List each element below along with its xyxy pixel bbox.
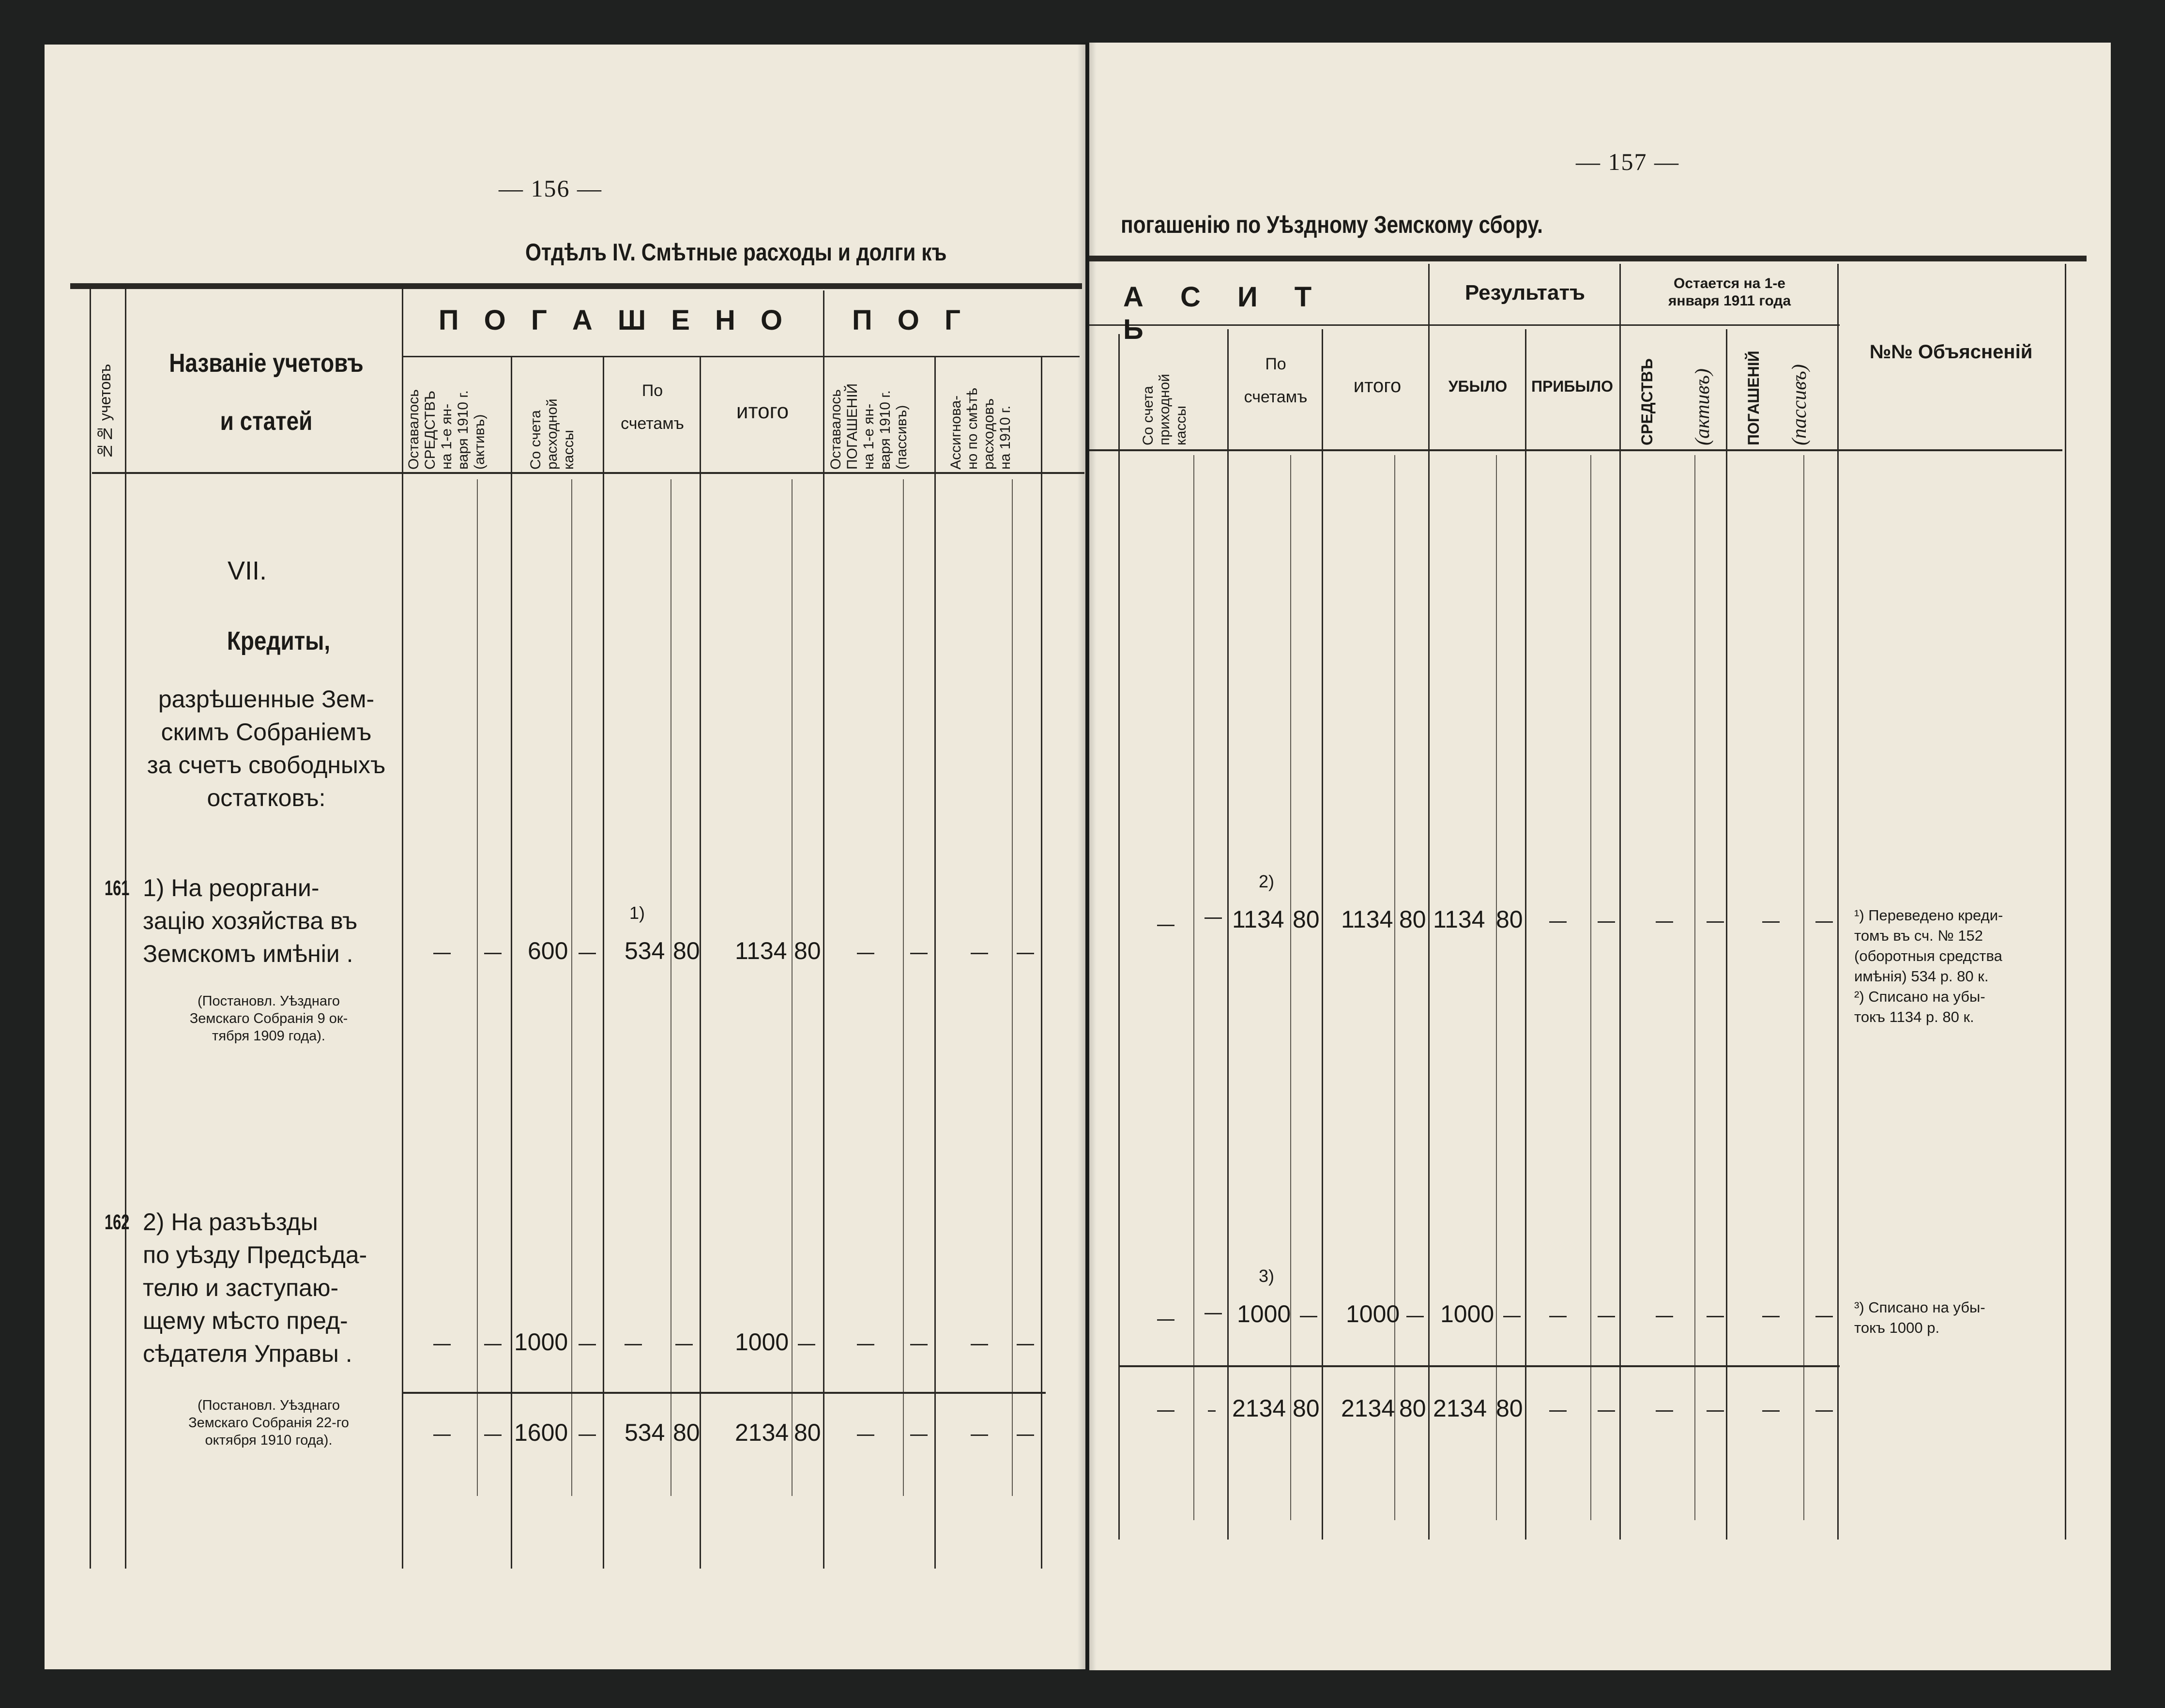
right-header-bottom-rule: [1089, 449, 2062, 451]
total-dash: [579, 1434, 596, 1436]
col-header-ubylo: УБЫЛО: [1448, 378, 1508, 395]
row-162-dash: [971, 1344, 988, 1345]
left-table-top-rule: [70, 283, 1082, 289]
group-header-pogasheno: П О Г А Ш Е Н О: [438, 305, 792, 336]
r2-dash: [1157, 1319, 1174, 1321]
col-header-ostavalos-pogasheniy: Оставалось ПОГАШЕНІЙ на 1-е ян- варя 1910 г. (пассивъ): [828, 383, 910, 470]
right-vline-6: [1394, 455, 1395, 1520]
footnote-mark-2: 2): [1259, 871, 1275, 891]
col-header-po-schetam-right: По счетамъ: [1244, 355, 1308, 406]
page-number-right: — 157 —: [1576, 148, 1679, 175]
explanation-1-2: ¹) Переведено креди- томъ въ сч. № 152 (оборотныя средства имѣнія) 534 р. 80 к. ²) Списано на убы- токъ 1134 р. 80 к.: [1854, 907, 2003, 1025]
r2-dash: [1204, 1313, 1222, 1314]
col-header-passiv: (пассивъ): [1788, 364, 1811, 445]
total-dash: [910, 1434, 928, 1436]
rt-dash: [1549, 1410, 1567, 1412]
r2-dash: [1656, 1316, 1673, 1317]
r2-dash: [1762, 1316, 1780, 1317]
r1-itogo-rub: 1134: [1341, 906, 1393, 933]
left-group-divider: [402, 356, 1080, 357]
row-161-dash: [971, 953, 988, 954]
col-header-so-scheta-prikh: Со счета приходной кассы: [1140, 374, 1189, 445]
row-162-dash: [579, 1344, 596, 1345]
right-vline-16: [2065, 264, 2066, 1540]
total-itogo-kop: 80: [794, 1419, 821, 1446]
total-po-schetam-rub: 534: [625, 1419, 665, 1446]
col-header-ostavalos-sredstv: Оставалось СРЕДСТВЪ на 1-е ян- варя 1910 г. (активъ): [406, 389, 488, 470]
row-162-so-scheta: 1000: [514, 1328, 568, 1356]
rt-dash: [1762, 1410, 1780, 1412]
rt-dash: [1656, 1410, 1673, 1412]
r2-dash: [1598, 1316, 1615, 1317]
r1-po-schetam-kop: 80: [1293, 906, 1320, 933]
row-162-dash: [857, 1344, 874, 1345]
r2-dash: [1815, 1316, 1833, 1317]
row-162-resolution: (Постановл. Уѣзднаго Земскаго Собранія 22-го октября 1910 года).: [188, 1398, 349, 1448]
r2-po-schetam-rub: 1000: [1237, 1300, 1291, 1327]
right-vline-11: [1619, 264, 1621, 1540]
row-161-name: 1) На реоргани- зацію хозяйства въ Земскомъ имѣніи .: [143, 874, 358, 967]
rt-dash: [1208, 1410, 1216, 1412]
r2-dash: [1503, 1316, 1521, 1317]
col-header-account: №№ учетовъ: [96, 364, 114, 460]
r2-itogo-rub: 1000: [1346, 1300, 1400, 1327]
group-header-ostaetsya: Остается на 1-е января 1911 года: [1668, 275, 1791, 309]
row-162-dash: [1017, 1344, 1034, 1345]
page-title-right: погашенію по Уѣздному Земскому сбору.: [1121, 211, 1543, 238]
r1-dash: [1815, 921, 1833, 923]
group-header-pog: П О Г: [852, 305, 969, 336]
left-vline-12: [903, 479, 904, 1496]
total-itogo-rub: 2134: [735, 1419, 789, 1446]
r1-dash: [1762, 921, 1780, 923]
col-header-itogo: итого: [736, 399, 789, 423]
r1-dash: [1157, 925, 1174, 926]
right-total-rule: [1118, 1365, 1840, 1367]
right-vline-3: [1227, 329, 1229, 1540]
row-161-itogo-rub: 1134: [735, 937, 787, 964]
row-162-name: 2) На разъѣзды по уѣзду Предсѣда- телю и заступаю- щему мѣсто пред- сѣдателя Управы .: [143, 1208, 367, 1367]
row-161-so-scheta: 600: [528, 937, 568, 964]
col-header-explanations: №№ Объясненій: [1869, 341, 2033, 363]
left-vline-14: [1012, 479, 1013, 1496]
right-table-top-rule: [1089, 256, 2087, 261]
right-vline-15: [1837, 264, 1839, 1540]
left-vline-11: [823, 290, 824, 1569]
r1-dash: [1707, 921, 1724, 923]
total-dash: [1017, 1434, 1034, 1436]
rt-dash: [1157, 1410, 1174, 1412]
right-total-po-schetam-kop: 80: [1293, 1395, 1320, 1422]
row-161-dash: [910, 953, 928, 954]
footnote-mark-1: 1): [629, 903, 645, 923]
total-dash: [971, 1434, 988, 1436]
total-dash: [433, 1434, 451, 1436]
right-total-ubylo-kop: 80: [1496, 1395, 1523, 1422]
group-header-result: Результатъ: [1464, 281, 1586, 305]
col-header-so-scheta: Со счета расходной кассы: [528, 398, 577, 470]
section-number: VII.: [228, 556, 267, 585]
row-162-dash: [675, 1344, 693, 1345]
r2-dash: [1549, 1316, 1567, 1317]
row-161-po-schetam-kop: 80: [673, 937, 700, 964]
col-header-sredstv: СРЕДСТВЪ: [1638, 358, 1656, 445]
left-vline-4: [477, 479, 478, 1496]
row-162-dash: [798, 1344, 815, 1345]
right-total-po-schetam-rub: 2134: [1232, 1395, 1286, 1422]
r1-dash: [1549, 921, 1567, 923]
col-header-name: Названіе учетовъ и статей: [169, 349, 364, 436]
r1-po-schetam-rub: 1134: [1232, 906, 1284, 933]
right-total-itogo-rub: 2134: [1341, 1395, 1395, 1422]
r1-ubylo-kop: 80: [1496, 906, 1523, 933]
left-vline-2: [125, 286, 126, 1569]
rt-dash: [1815, 1410, 1833, 1412]
row-162-dash: [484, 1344, 502, 1345]
rt-dash: [1707, 1410, 1724, 1412]
total-po-schetam-kop: 80: [673, 1419, 700, 1446]
row-161-dash: [579, 953, 596, 954]
r1-ubylo-rub: 1134: [1433, 906, 1485, 933]
col-header-itogo-right: итого: [1353, 375, 1402, 396]
left-vline-10: [792, 479, 793, 1496]
total-dash: [857, 1434, 874, 1436]
page-number-left: — 156 —: [499, 175, 602, 202]
r1-dash: [1656, 921, 1673, 923]
row-161-resolution: (Постановл. Уѣзднаго Земскаго Собранія 9 ок- тября 1909 года).: [189, 993, 348, 1044]
r2-dash: [1406, 1316, 1424, 1317]
row-161-dash: [857, 953, 874, 954]
right-vline-9: [1525, 329, 1526, 1540]
col-header-pogasheniy: ПОГАШЕНІЙ: [1745, 351, 1762, 445]
group-header-asit: А С И Т Ь: [1123, 281, 1326, 345]
section-description: разрѣшенные Зем- скимъ Собраніемъ за счетъ свободныхъ остатковъ:: [147, 686, 386, 811]
left-vline-13: [934, 356, 936, 1569]
right-vline-5: [1322, 329, 1323, 1540]
footnote-mark-3: 3): [1259, 1266, 1275, 1286]
col-header-pribylo: ПРИБЫЛО: [1531, 378, 1613, 395]
total-dash: [484, 1434, 502, 1436]
rt-dash: [1598, 1410, 1615, 1412]
col-header-po-schetam: По счетамъ: [621, 381, 684, 433]
left-vline-15: [1041, 356, 1042, 1569]
right-vline-10: [1590, 455, 1591, 1520]
r2-dash: [1300, 1316, 1317, 1317]
left-vline-7: [603, 356, 604, 1569]
row-162-dash: [910, 1344, 928, 1345]
row-162-dash: [433, 1344, 451, 1345]
left-vline-3: [402, 286, 403, 1569]
left-vline-1: [90, 286, 91, 1569]
r1-dash: [1204, 917, 1222, 919]
right-total-ubylo-rub: 2134: [1433, 1395, 1487, 1422]
section-title: Кредиты,: [227, 626, 331, 656]
right-vline-13: [1726, 329, 1727, 1540]
right-vline-4: [1290, 455, 1291, 1520]
row-162-number: 162: [105, 1210, 130, 1234]
row-162-itogo-rub: 1000: [735, 1328, 789, 1356]
row-161-po-schetam-rub: 534: [625, 937, 665, 964]
r2-ubylo-rub: 1000: [1440, 1300, 1494, 1327]
page-title-left: Отдѣлъ IV. Смѣтные расходы и долги къ: [525, 239, 947, 266]
left-vline-5: [511, 356, 512, 1569]
row-162-dash: [625, 1344, 642, 1345]
total-so-scheta: 1600: [514, 1419, 568, 1446]
row-161-itogo-kop: 80: [794, 937, 821, 964]
col-header-aktiv: (активъ): [1692, 368, 1714, 445]
r1-dash: [1598, 921, 1615, 923]
left-total-rule: [402, 1392, 1046, 1394]
right-vline-8: [1496, 455, 1497, 1520]
right-vline-2: [1193, 455, 1194, 1520]
explanation-3: ³) Списано на убы- токъ 1000 р.: [1854, 1299, 1985, 1336]
r1-itogo-kop: 80: [1399, 906, 1426, 933]
right-vline-1: [1118, 334, 1120, 1540]
r2-dash: [1707, 1316, 1724, 1317]
row-161-dash: [1017, 953, 1034, 954]
left-vline-6: [571, 479, 572, 1496]
right-vline-14: [1803, 455, 1804, 1520]
right-vline-12: [1694, 455, 1695, 1520]
right-vline-7: [1428, 264, 1430, 1540]
row-161-dash: [433, 953, 451, 954]
row-161-dash: [484, 953, 502, 954]
right-total-itogo-kop: 80: [1399, 1395, 1426, 1422]
row-161-number: 161: [105, 876, 130, 900]
col-header-assignovano: Ассигнова- но по смѣтѣ расходовъ на 1910 г.: [948, 388, 1013, 470]
